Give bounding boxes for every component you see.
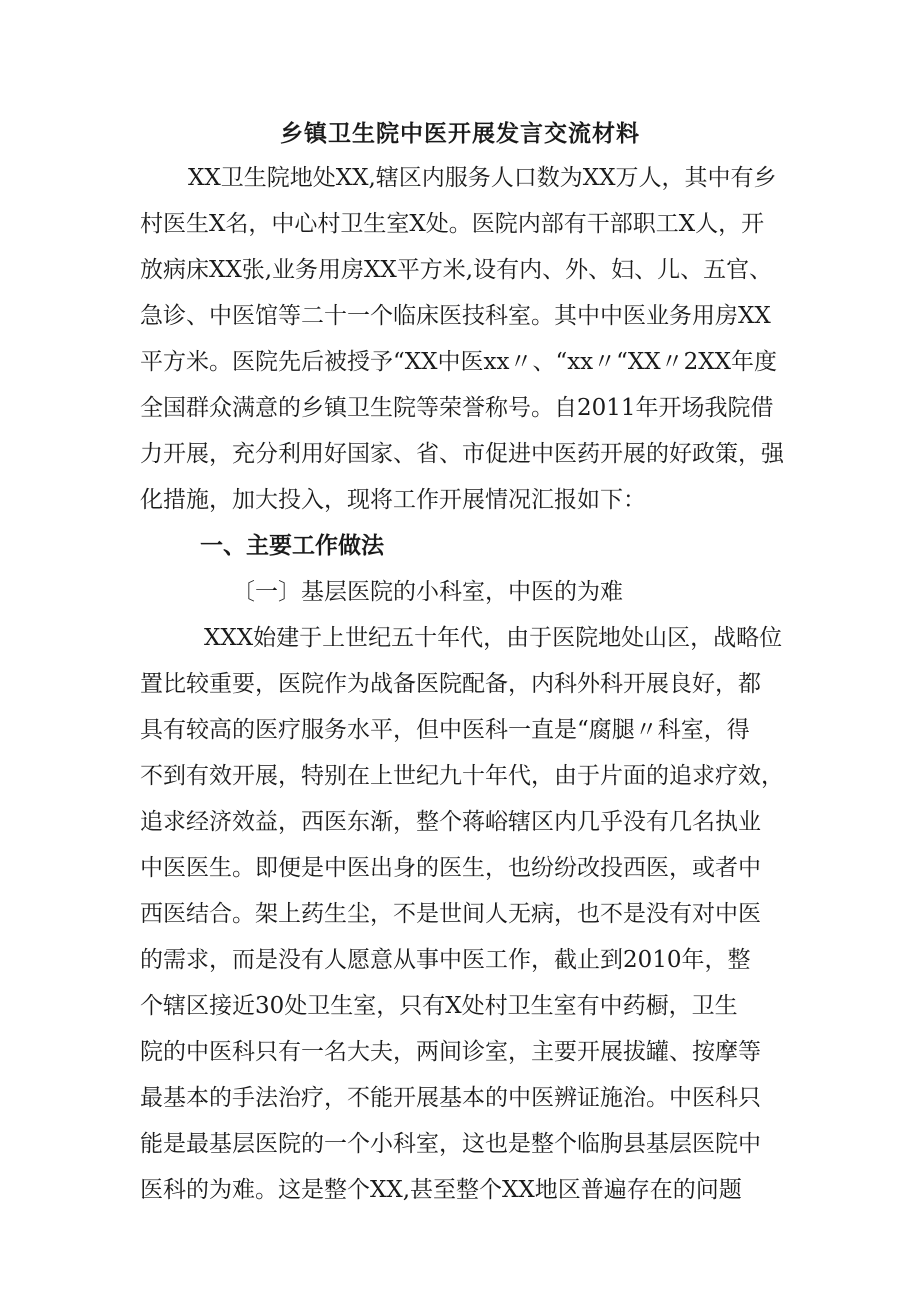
paragraph-2-line: 西医结合。架上药生尘，不是世间人无病，也不是没有对中医 (140, 901, 761, 927)
paragraph-2-line: 的需求，而是没有人愿意从事中医工作，截止到2010年，整 (140, 947, 751, 973)
paragraph-1-line: 化措施，加大投入，现将工作开展情况汇报如下： (140, 487, 646, 513)
paragraph-2-line: 医科的为难。这是整个XX,甚至整个XX地区普遍存在的问题 (140, 1177, 742, 1203)
paragraph-2-line: 置比较重要，医院作为战备医院配备，内科外科开展良好，都 (140, 671, 761, 697)
paragraph-1-line: 力开展，充分利用好国家、省、市促进中医药开展的好政策，强 (140, 441, 784, 467)
subsection-heading: 〔一〕基层医院的小科室，中医的为难 (232, 579, 623, 605)
paragraph-1-line: 全国群众满意的乡镇卫生院等荣誉称号。自2011年开场我院借 (140, 395, 774, 421)
paragraph-2-line: 个辖区接近30处卫生室，只有X处村卫生室有中药橱，卫生 (140, 993, 738, 1019)
paragraph-1-line: 平方米。医院先后被授予“XX中医xx〃、“xx〃“XX〃2XX年度 (140, 349, 778, 375)
paragraph-2-line: 中医医生。即便是中医出身的医生，也纷纷改投西医，或者中 (140, 855, 761, 881)
paragraph-2-line: 追求经济效益，西医东渐，整个蒋峪辖区内几乎没有几名执业 (140, 809, 761, 835)
section-heading: 一、主要工作做法 (200, 533, 384, 559)
paragraph-1-line: 村医生X名，中心村卫生室X处。医院内部有干部职工X人，开 (140, 211, 765, 237)
paragraph-1-line: XX卫生院地处XX,辖区内服务人口数为XX万人，其中有乡 (188, 165, 777, 191)
paragraph-2-line: 具有较高的医疗服务水平，但中医科一直是“腐腿〃科室，得 (140, 717, 750, 743)
paragraph-1-line: 急诊、中医馆等二十一个临床医技科室。其中中医业务用房XX (140, 303, 771, 329)
paragraph-2-line: 最基本的手法治疗，不能开展基本的中医辨证施治。中医科只 (140, 1085, 761, 1111)
paragraph-2-line: 能是最基层医院的一个小科室，这也是整个临朐县基层医院中 (140, 1131, 761, 1157)
paragraph-2-line: 不到有效开展，特别在上世纪九十年代，由于片面的追求疗效， (140, 763, 784, 789)
document-title: 乡镇卫生院中医开展发言交流材料 (280, 120, 640, 147)
paragraph-2-line: 院的中医科只有一名大夫，两间诊室，主要开展拔罐、按摩等 (140, 1039, 761, 1065)
paragraph-1-line: 放病床XX张,业务用房XX平方米,设有内、外、妇、儿、五官、 (140, 257, 773, 283)
paragraph-2-line: XXX始建于上世纪五十年代，由于医院地处山区，战略位 (204, 625, 783, 651)
